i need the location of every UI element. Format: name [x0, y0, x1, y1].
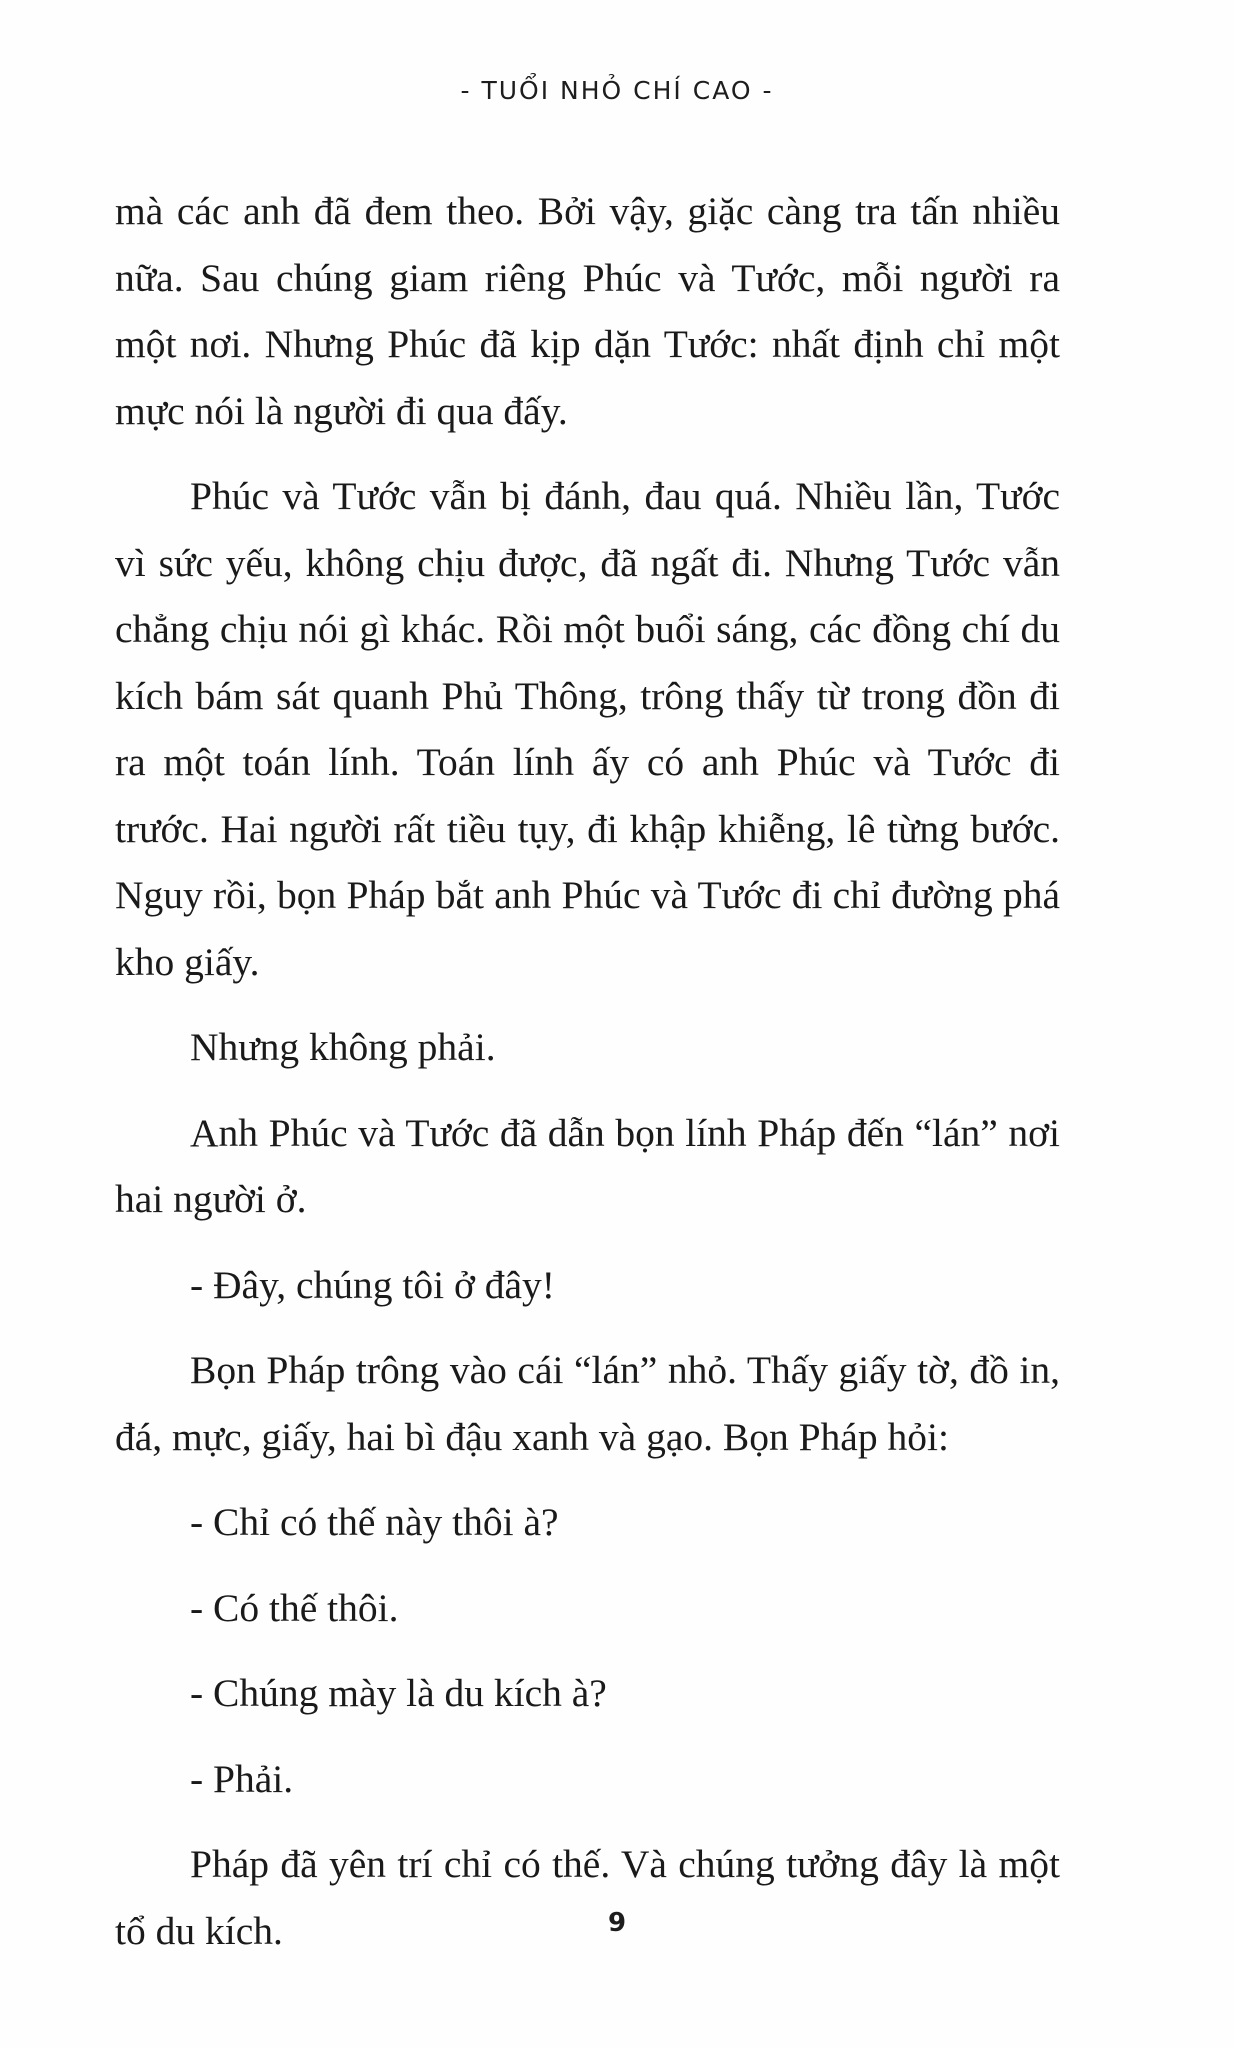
- running-header: - TUỔI NHỎ CHÍ CAO -: [460, 76, 774, 105]
- paragraph: Phúc và Tước vẫn bị đánh, đau quá. Nhiều lần, Tước vì sức yếu, không chịu được, đã ngất đi. Nhưng Tước vẫn chẳng chịu nói gì khác. Rồi một buổi sáng, các đồng chí du kích bám sát quanh Phủ Thông, trông thấy từ trong đồn đi ra một toán lính. Toán lính ấy có anh Phúc và Tước đi trước. Hai người rất tiều tụy, đi khập khiễng, lê từng bước. Nguy rồi, bọn Pháp bắt anh Phúc và Tước đi chỉ đường phá kho giấy.: [115, 474, 1060, 984]
- dialogue-line: - Có thế thôi.: [190, 1585, 399, 1630]
- paragraph: Pháp đã yên trí chỉ có thế. Và chúng tưởng đây là một tổ du kích.: [115, 1842, 1060, 1953]
- page-number: 9: [607, 1908, 627, 1938]
- paragraph: mà các anh đã đem theo. Bởi vậy, giặc càng tra tấn nhiều nữa. Sau chúng giam riêng Phúc và Tước, mỗi người ra một nơi. Nhưng Phúc đã kịp dặn Tước: nhất định chỉ một mực nói là người đi qua đấy.: [115, 189, 1060, 433]
- paragraph: Bọn Pháp trông vào cái “lán” nhỏ. Thấy giấy tờ, đồ in, đá, mực, giấy, hai bì đậu xanh và gạo. Bọn Pháp hỏi:: [115, 1348, 1060, 1459]
- dialogue-line: - Đây, chúng tôi ở đây!: [190, 1262, 555, 1307]
- dialogue-line: - Chỉ có thế này thôi à?: [190, 1500, 559, 1544]
- dialogue-line: - Phải.: [190, 1756, 294, 1801]
- page-body: [115, 178, 1060, 1983]
- dialogue-line: - Chúng mày là du kích à?: [190, 1671, 607, 1715]
- paragraph: Anh Phúc và Tước đã dẫn bọn lính Pháp đến “lán” nơi hai người ở.: [115, 1110, 1060, 1221]
- paragraph: Nhưng không phải.: [190, 1025, 496, 1069]
